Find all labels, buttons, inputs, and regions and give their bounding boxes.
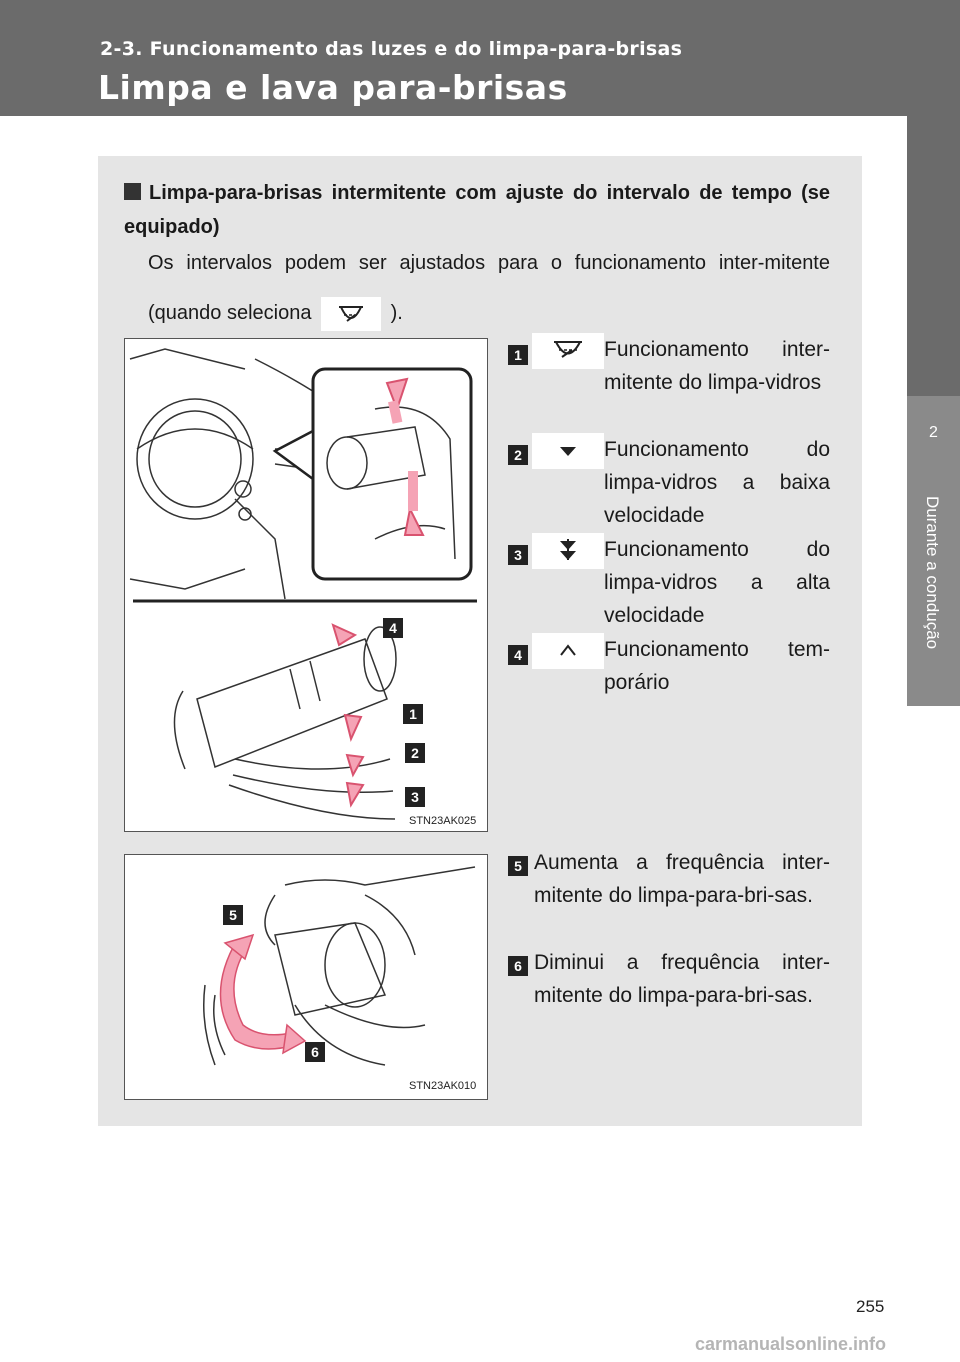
square-bullet-icon	[124, 183, 141, 200]
intro-text-end: ).	[390, 302, 403, 324]
page-header	[0, 0, 960, 116]
page-number: 255	[856, 1297, 885, 1316]
mode-description: Funcionamento do limpa-vidros a alta velocidade	[604, 538, 830, 627]
page-title: Limpa e lava para-brisas	[98, 68, 568, 107]
section-title: 2-3. Funcionamento das luzes e do limpa-para-brisas	[100, 38, 683, 60]
figure-callout-2: 2	[405, 743, 425, 763]
mode-item-3	[508, 533, 830, 633]
figure-code: STN23AK025	[409, 815, 477, 827]
figure-callout-3: 3	[405, 787, 425, 807]
mode-item-4	[508, 633, 830, 713]
chapter-label: Durante a condução	[923, 496, 942, 650]
frequency-ring-illustration	[125, 855, 487, 1099]
wiper-lever-figure	[124, 338, 488, 832]
intro-paragraph	[148, 238, 830, 338]
frequency-badge: 5	[508, 856, 528, 876]
mode-badge: 4	[508, 645, 528, 665]
intermittent-wiper-icon	[321, 297, 381, 331]
low-speed-icon	[532, 433, 604, 469]
frequency-ring-figure	[124, 854, 488, 1100]
mode-badge: 1	[508, 345, 528, 365]
frequency-badge: 6	[508, 956, 528, 976]
intermittent-wiper-icon	[532, 333, 604, 369]
frequency-item-6	[508, 946, 830, 1046]
mode-item-1	[508, 333, 830, 433]
section-heading-text: Limpa-para-brisas intermitente com ajuste do intervalo de tempo (se equipado)	[124, 182, 830, 238]
chapter-number: 2	[929, 424, 938, 441]
mode-description: Funcionamento tem-porário	[604, 638, 830, 694]
footer-watermark: carmanualsonline.info	[695, 1334, 887, 1354]
section-heading	[124, 176, 830, 244]
frequency-description: Diminui a frequência inter-mitente do limpa-para-bri-sas.	[534, 951, 830, 1007]
figure-callout-1: 1	[403, 704, 423, 724]
frequency-item-5	[508, 846, 830, 946]
figure-callout-6: 6	[305, 1042, 325, 1062]
figure-callout-5: 5	[223, 905, 243, 925]
mode-item-2	[508, 433, 830, 533]
figure-callout-4: 4	[383, 618, 403, 638]
mist-icon	[532, 633, 604, 669]
intro-text: Os intervalos podem ser ajustados para o funcionamento inter-mitente (quando seleciona	[148, 252, 830, 324]
mode-badge: 3	[508, 545, 528, 565]
mode-description: Funcionamento do limpa-vidros a baixa velocidade	[604, 438, 830, 527]
mode-description: Funcionamento inter-mitente do limpa-vidros	[604, 338, 830, 394]
mode-badge: 2	[508, 445, 528, 465]
figure-code: STN23AK010	[409, 1080, 477, 1092]
high-speed-icon	[532, 533, 604, 569]
frequency-description: Aumenta a frequência inter-mitente do limpa-para-bri-sas.	[534, 851, 830, 907]
wiper-lever-illustration	[125, 339, 487, 831]
chapter-tab	[907, 116, 960, 696]
